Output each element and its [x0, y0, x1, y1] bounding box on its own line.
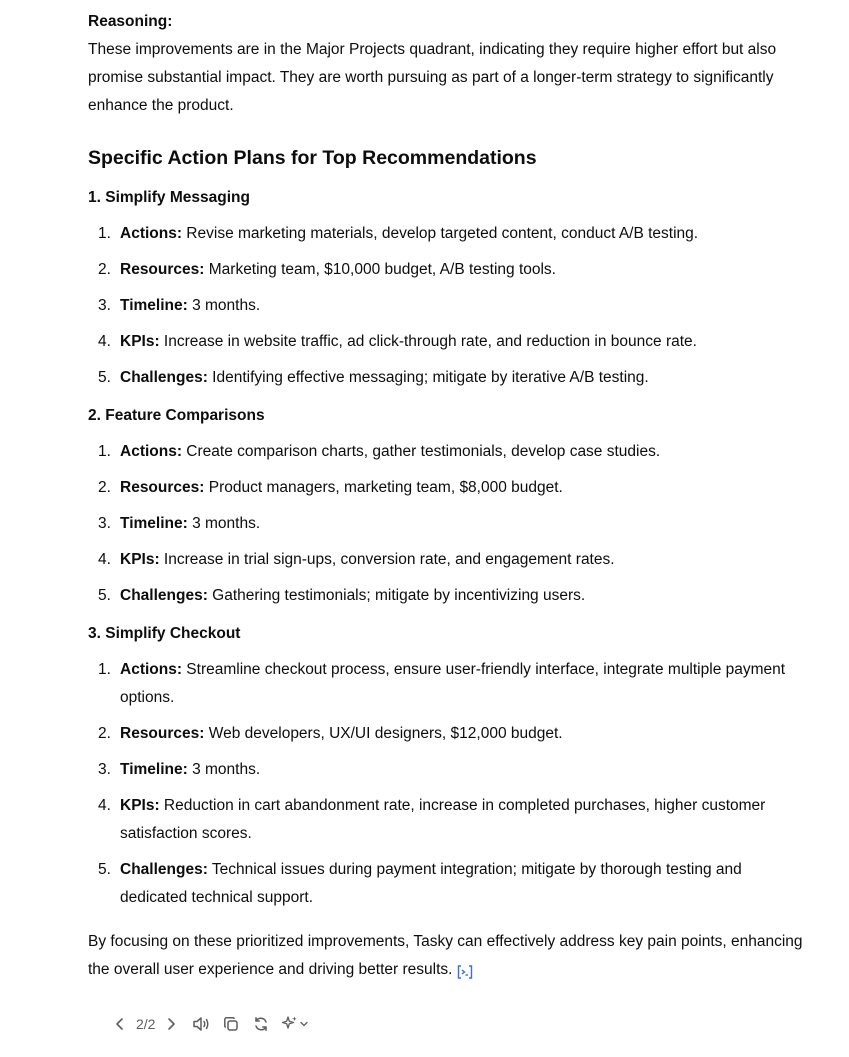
plan-title: 1. Simplify Messaging — [88, 189, 250, 206]
plan-simplify-messaging — [88, 184, 804, 392]
list-number: 5. — [98, 369, 111, 386]
list-item — [88, 256, 804, 284]
step-text: Reduction in cart abandonment rate, increase in completed purchases, higher customer satisfaction scores. — [120, 797, 766, 842]
step-text: Marketing team, $10,000 budget, A/B testing tools. — [204, 261, 556, 278]
pager-count: 2/2 — [136, 1016, 156, 1032]
regenerate-icon[interactable] — [249, 1012, 273, 1036]
list-number: 3. — [98, 297, 111, 314]
step-label: Challenges: — [120, 861, 208, 878]
step-text: Create comparison charts, gather testimonials, develop case studies. — [182, 443, 661, 460]
step-label: KPIs: — [120, 797, 160, 814]
reasoning-label: Reasoning: — [88, 13, 173, 30]
list-number: 2. — [98, 479, 111, 496]
step-text: 3 months. — [187, 761, 261, 778]
list-item — [88, 438, 804, 466]
step-text: 3 months. — [187, 297, 261, 314]
closing-paragraph — [88, 928, 804, 984]
list-number: 3. — [98, 761, 111, 778]
plan-title: 2. Feature Comparisons — [88, 407, 265, 424]
list-number: 2. — [98, 725, 111, 742]
read-aloud-icon[interactable] — [189, 1012, 213, 1036]
step-text: Increase in trial sign-ups, conversion rate, and engagement rates. — [159, 551, 615, 568]
list-number: 5. — [98, 587, 111, 604]
list-item — [88, 720, 804, 748]
step-text: Identifying effective messaging; mitigate by iterative A/B testing. — [207, 369, 649, 386]
plan-steps — [88, 656, 804, 912]
step-label: KPIs: — [120, 333, 160, 350]
plan-title: 3. Simplify Checkout — [88, 625, 241, 642]
list-number: 4. — [98, 551, 111, 568]
step-text: Revise marketing materials, develop targeted content, conduct A/B testing. — [182, 225, 699, 242]
step-label: Timeline: — [120, 515, 188, 532]
step-text: Web developers, UX/UI designers, $12,000 budget. — [204, 725, 563, 742]
list-item — [88, 328, 804, 356]
list-item — [88, 856, 804, 912]
chevron-down-icon — [299, 1016, 309, 1032]
plan-steps — [88, 438, 804, 610]
step-label: Challenges: — [120, 369, 208, 386]
message-toolbar — [108, 1011, 309, 1037]
step-label: Challenges: — [120, 587, 208, 604]
assistant-message — [88, 8, 804, 984]
plan-simplify-checkout — [88, 620, 804, 912]
step-label: Timeline: — [120, 297, 188, 314]
list-item — [88, 756, 804, 784]
model-switcher-button[interactable] — [281, 1015, 309, 1034]
step-text: Gathering testimonials; mitigate by incentivizing users. — [207, 587, 586, 604]
step-label: KPIs: — [120, 551, 160, 568]
list-number: 4. — [98, 333, 111, 350]
step-text: Product managers, marketing team, $8,000 budget. — [204, 479, 563, 496]
section-title: Specific Action Plans for Top Recommendations — [88, 147, 537, 169]
step-text: Increase in website traffic, ad click-through rate, and reduction in bounce rate. — [159, 333, 697, 350]
sparkle-icon — [281, 1015, 299, 1034]
step-label: Resources: — [120, 479, 205, 496]
plan-steps — [88, 220, 804, 392]
list-item — [88, 656, 804, 712]
closing-text: By focusing on these prioritized improvements, Tasky can effectively address key pain points, enhancing the overall user experience and driving better results. — [88, 933, 803, 978]
list-item — [88, 220, 804, 248]
chevron-left-icon[interactable] — [108, 1012, 132, 1036]
list-item — [88, 474, 804, 502]
list-number: 5. — [98, 861, 111, 878]
reasoning-text: These improvements are in the Major Projects quadrant, indicating they require higher effort but also promise substantial impact. They are worth pursuing as part of a longer-term strategy to significantly enhance the product. — [88, 41, 777, 114]
step-text: 3 months. — [187, 515, 261, 532]
list-number: 1. — [98, 225, 111, 242]
list-item — [88, 510, 804, 538]
list-item — [88, 546, 804, 574]
list-item — [88, 292, 804, 320]
list-item — [88, 364, 804, 392]
step-label: Resources: — [120, 725, 205, 742]
chevron-right-icon[interactable] — [159, 1012, 183, 1036]
list-number: 3. — [98, 515, 111, 532]
step-label: Actions: — [120, 443, 182, 460]
list-number: 4. — [98, 797, 111, 814]
copy-icon[interactable] — [219, 1012, 243, 1036]
step-label: Actions: — [120, 225, 182, 242]
list-item — [88, 792, 804, 848]
step-text: Technical issues during payment integration; mitigate by thorough testing and dedicated technical support. — [120, 861, 742, 906]
list-number: 2. — [98, 261, 111, 278]
citation-icon[interactable] — [456, 962, 474, 978]
list-number: 1. — [98, 661, 111, 678]
step-label: Resources: — [120, 261, 205, 278]
step-text: Streamline checkout process, ensure user-friendly interface, integrate multiple payment options. — [120, 661, 786, 706]
plan-feature-comparisons — [88, 402, 804, 610]
list-number: 1. — [98, 443, 111, 460]
step-label: Actions: — [120, 661, 182, 678]
step-label: Timeline: — [120, 761, 188, 778]
list-item — [88, 582, 804, 610]
response-pager — [108, 1012, 183, 1036]
